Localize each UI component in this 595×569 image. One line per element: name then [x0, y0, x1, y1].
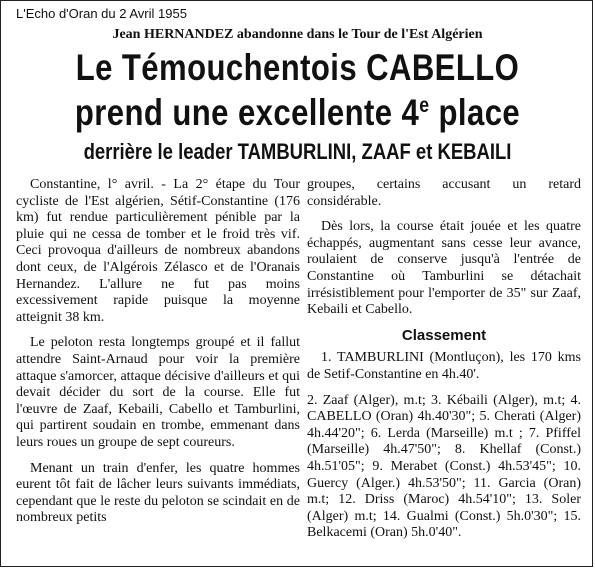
results-winner: 1. TAMBURLINI (Montluçon), les 170 kms de Setif-Constantine en 4h.40'.	[307, 350, 581, 382]
article-paragraph: Le peloton resta longtemps groupé et il fallut attendre Saint-Arnaud pour voir la première attaque s'amorcer, attaque décisive d'ailleurs et qui devait décider du sort de la course. Elle fut l'œuvre de Zaaf, Kebaili, Cabello et Tamburlini, qui partirent soudain en trombe, emmenant dans leurs roues un groupe de sept coureurs.	[16, 335, 300, 450]
headline-line-2-main: prend une excellente 4	[74, 92, 420, 133]
article-paragraph: Constantine, l° avril. - La 2° étape du Tour cycliste de l'Est algérien, Sétif-Constantine (176 km) fut rendue particulièrement pénible par la pluie qui ne cessa de tomber et le froid très vif. Ceci provoqua d'ailleurs de nombreux abandons dont ceux, de l'Algérois Zélasco et de l'Oranais Hernandez. L'allure ne fut pas moins excessivement rapide puisque la moyenne atteignit 38 km.	[16, 177, 300, 325]
classement-heading: Classement	[401, 326, 487, 344]
subheadline: derrière le leader TAMBURLINI, ZAAF et KEBAILI	[83, 139, 512, 164]
article-paragraph: Menant un train d'enfer, les quatre hommes eurent tôt fait de lâcher leurs suivants immédiats, cependant que le reste du peloton se scindait en de nombreux petits	[16, 460, 300, 526]
headline-line-2-end: place	[429, 92, 521, 133]
article-paragraph: groupes, certains accusant un retard considérable.	[307, 177, 581, 209]
source-caption: L'Echo d'Oran du 2 Avril 1955	[16, 6, 187, 21]
kicker-line: Jean HERNANDEZ abandonne dans le Tour de l'Est Algérien	[112, 27, 483, 42]
article-column-1	[16, 177, 300, 536]
article-paragraph: Dès lors, la course était jouée et les quatre échappés, augmentant sans cesse leur avance, roulaient de conserve jusqu'à l'entrée de Constantine où Tamburlini se détachait irrésistiblement pour l'emporter de 35" sur Zaaf, Kebaili et Cabello.	[307, 219, 581, 318]
article-column-2	[307, 177, 581, 551]
headline-line-1: Le Témouchentois CABELLO	[75, 47, 520, 88]
headline-superscript: e	[419, 94, 430, 117]
headline-line-2	[48, 92, 548, 134]
results-list: 2. Zaaf (Alger), m.t; 3. Kébaili (Alger), m.t; 4. CABELLO (Oran) 4h.40'30"; 5. Cherati (Alger) 4h.44'20"; 6. Lerda (Marseille) m.t ; 7. Pfiffel (Marseille) 4h.47'50"; 8. Khellaf (Const.) 4h.51'05"; 9. Merabet (Const.) 4h.53'45"; 10. Guercy (Alger.) 4h.53'50"; 11. Garcia (Oran) m.t; 12. Driss (Maroc) 4h.54'10"; 13. Soler (Alger) m.t; 14. Gualmi (Const.) 5h.0'30"; 15. Belkacemi (Oran) 5h.0'40".	[307, 392, 581, 541]
